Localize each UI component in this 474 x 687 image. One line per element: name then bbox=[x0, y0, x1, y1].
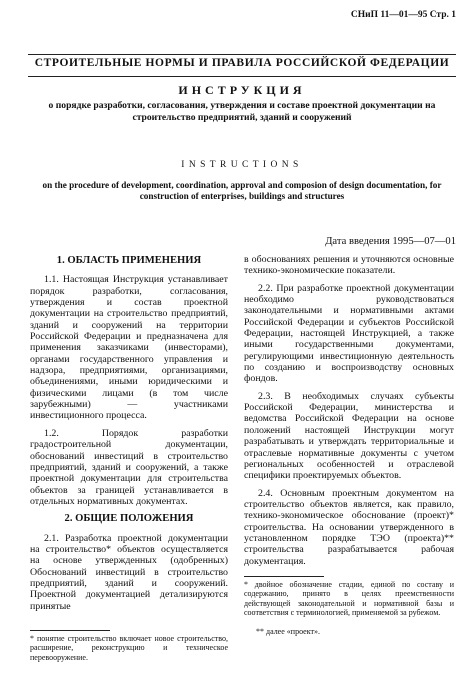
paragraph-2-3: 2.3. В необходимых случаях субъекты Российской Федерации, министерства и ведомства Российской Федерации на основе положений настоящей Инструкции могут разрабатывать и утверждать территориальные и отраслевые нормативные документы с учетом региональных особенностей и отраслевой специфики проектируемых объектов. bbox=[244, 390, 454, 482]
right-footnote-1: * двойное обозначение стадии, единой по составу и содержанию, принято в целях преемственности действующей законодательной и нормативной базы и соответствия с терминологией, применяемой за рубежом. bbox=[244, 580, 454, 618]
effective-date: Дата введения 1995—07—01 bbox=[325, 236, 456, 247]
document-reference: СНиП 11—01—95 Стр. 1 bbox=[350, 10, 456, 20]
paragraph-2-2: 2.2. При разработке проектной документации необходимо руководствоваться законодательными и нормативными актами Российской Федерации и субъектов Российской Федерации, настоящей Инструкцией, а также иными государственными документами, регулирующими инвестиционную деятельность по созданию и воспроизводству основных фондов. bbox=[244, 282, 454, 385]
right-column bbox=[244, 254, 454, 573]
paragraph-2-1: 2.1. Разработка проектной документации на строительство* объектов осуществляется на основе утвержденных (одобренных) Обоснований инвестиций в строительство предприятий, зданий и сооружений. Проектной документацией детализируются принятые bbox=[30, 532, 228, 612]
english-title: INSTRUCTIONS bbox=[181, 160, 303, 170]
right-footnote-rule bbox=[244, 576, 324, 577]
right-footnote-2: ** далее «проект». bbox=[256, 627, 320, 636]
paragraph-1-1: 1.1. Настоящая Инструкция устанавливает порядок разработки, согласования, утверждения и состав проектной документации на строительство предприятий, зданий и сооружений на территории Российской Федерации и предназначена для применения заказчиками (инвесторами), органами государственного управления и надзора, предприятиями, организациями, объединениями, иными юридическими и физическими лицами (в том числе зарубежными) — участниками инвестиционного процесса. bbox=[30, 274, 228, 422]
document-subtitle: о порядке разработки, согласования, утверждения и составе проектной документации на строительство предприятий, зданий и сооружений bbox=[48, 100, 436, 123]
document-title: ИНСТРУКЦИЯ bbox=[178, 83, 306, 97]
left-footnote: * понятие строительство включает новое строительство, расширение, реконструкцию и техническое перевооружение. bbox=[30, 634, 228, 662]
section-2-heading: 2. ОБЩИЕ ПОЛОЖЕНИЯ bbox=[64, 513, 194, 525]
paragraph-1-2: 1.2. Порядок разработки градостроительной документации, обоснований инвестиций в строительство предприятий, зданий и сооружений, а также проектной документации для строительства объектов за границей устанавливается в отдельных нормативных документах. bbox=[30, 427, 228, 507]
paragraph-2-1-continued: в обоснованиях решения и уточняются основные технико-экономические показатели. bbox=[244, 254, 454, 277]
left-footnote-rule bbox=[30, 630, 110, 631]
norms-title: СТРОИТЕЛЬНЫЕ НОРМЫ И ПРАВИЛА РОССИЙСКОЙ ФЕДЕРАЦИИ bbox=[34, 57, 450, 69]
header-rule-top bbox=[28, 54, 456, 55]
header-rule-bottom bbox=[28, 76, 456, 77]
paragraph-2-4: 2.4. Основным проектным документом на строительство объектов является, как правило, технико-экономическое обоснование (проект)* строительства. На основании утвержденного в установленном порядке ТЭО (проекта)** строительства разрабатывается рабочая документация. bbox=[244, 487, 454, 567]
left-column bbox=[30, 255, 228, 618]
english-subtitle: on the procedure of development, coordination, approval and composion of design documentation, for construction of enterprises, buildings and structures bbox=[42, 180, 442, 202]
section-1-heading: 1. ОБЛАСТЬ ПРИМЕНЕНИЯ bbox=[56, 255, 202, 266]
